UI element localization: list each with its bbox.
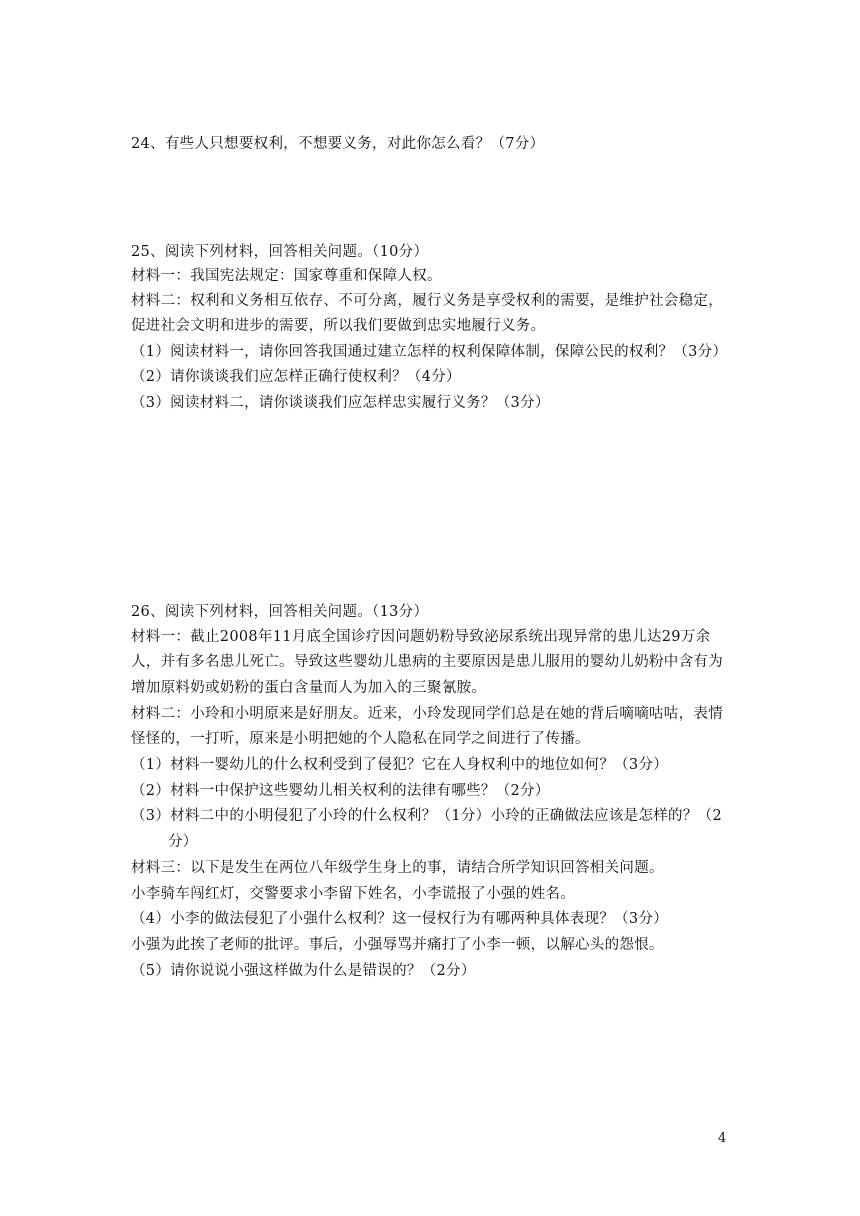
q25-material-2-line-2: 促进社会文明和进步的需要，所以我们要做到忠实地履行义务。 [131, 318, 546, 334]
q26-material-1-line-1: 材料一：截止2008年11月底全国诊疗因问题奶粉导致泌尿系统出现异常的患儿达29万余 [131, 629, 711, 645]
page-number: 4 [718, 1131, 727, 1146]
question-26-title: 26、阅读下列材料，回答相关问题。（13分） [131, 604, 429, 620]
q25-subquestion-1: （1）阅读材料一，请你回答我国通过建立怎样的权利保障体制，保障公民的权利？（3分） [131, 344, 728, 360]
q26-subquestion-5: （5）请你说说小强这样做为什么是错误的？（2分） [131, 963, 476, 979]
q25-material-1: 材料一：我国宪法规定：国家尊重和保障人权。 [131, 268, 442, 284]
q26-subquestion-3-line-2: 分） [168, 834, 198, 850]
q26-material-1-line-2: 人，并有多名患儿死亡。导致这些婴幼儿患病的主要原因是患儿服用的婴幼儿奶粉中含有为 [131, 654, 723, 670]
question-24-text: 24、有些人只想要权利，不想要义务，对此你怎么看？（7分） [131, 136, 545, 152]
q26-story-1: 小李骑车闯红灯，交警要求小李留下姓名，小李谎报了小强的姓名。 [131, 886, 575, 902]
q26-subquestion-4: （4）小李的做法侵犯了小强什么权利？这一侵权行为有哪两种具体表现？（3分） [131, 911, 669, 927]
q25-subquestion-2: （2）请你谈谈我们应怎样正确行使权利？（4分） [131, 369, 461, 385]
q26-material-2-line-1: 材料二：小玲和小明原来是好朋友。近来，小玲发现同学们总是在她的背后嘀嘀咕咕，表情 [131, 706, 723, 722]
q26-story-2: 小强为此挨了老师的批评。事后，小强辱骂并痛打了小李一顿，以解心头的怨恨。 [131, 937, 664, 953]
q26-subquestion-3-line-1: （3）材料二中的小明侵犯了小玲的什么权利？（1分）小玲的正确做法应该是怎样的？（2 [131, 808, 722, 824]
q25-material-2-line-1: 材料二：权利和义务相互依存、不可分离，履行义务是享受权利的需要，是维护社会稳定， [131, 293, 723, 309]
question-25-title: 25、阅读下列材料，回答相关问题。（10分） [131, 244, 429, 260]
q26-material-1-line-3: 增加原料奶或奶粉的蛋白含量而人为加入的三聚氰胺。 [131, 680, 487, 696]
q26-subquestion-1: （1）材料一婴幼儿的什么权利受到了侵犯？它在人身权利中的地位如何？（3分） [131, 757, 669, 773]
q26-material-2-line-2: 怪怪的，一打听，原来是小明把她的个人隐私在同学之间进行了传播。 [131, 731, 590, 747]
q26-material-3: 材料三：以下是发生在两位八年级学生身上的事，请结合所学知识回答相关问题。 [131, 860, 664, 876]
q25-subquestion-3: （3）阅读材料二，请你谈谈我们应怎样忠实履行义务？（3分） [131, 395, 550, 411]
q26-subquestion-2: （2）材料一中保护这些婴幼儿相关权利的法律有哪些？（2分） [131, 783, 550, 799]
